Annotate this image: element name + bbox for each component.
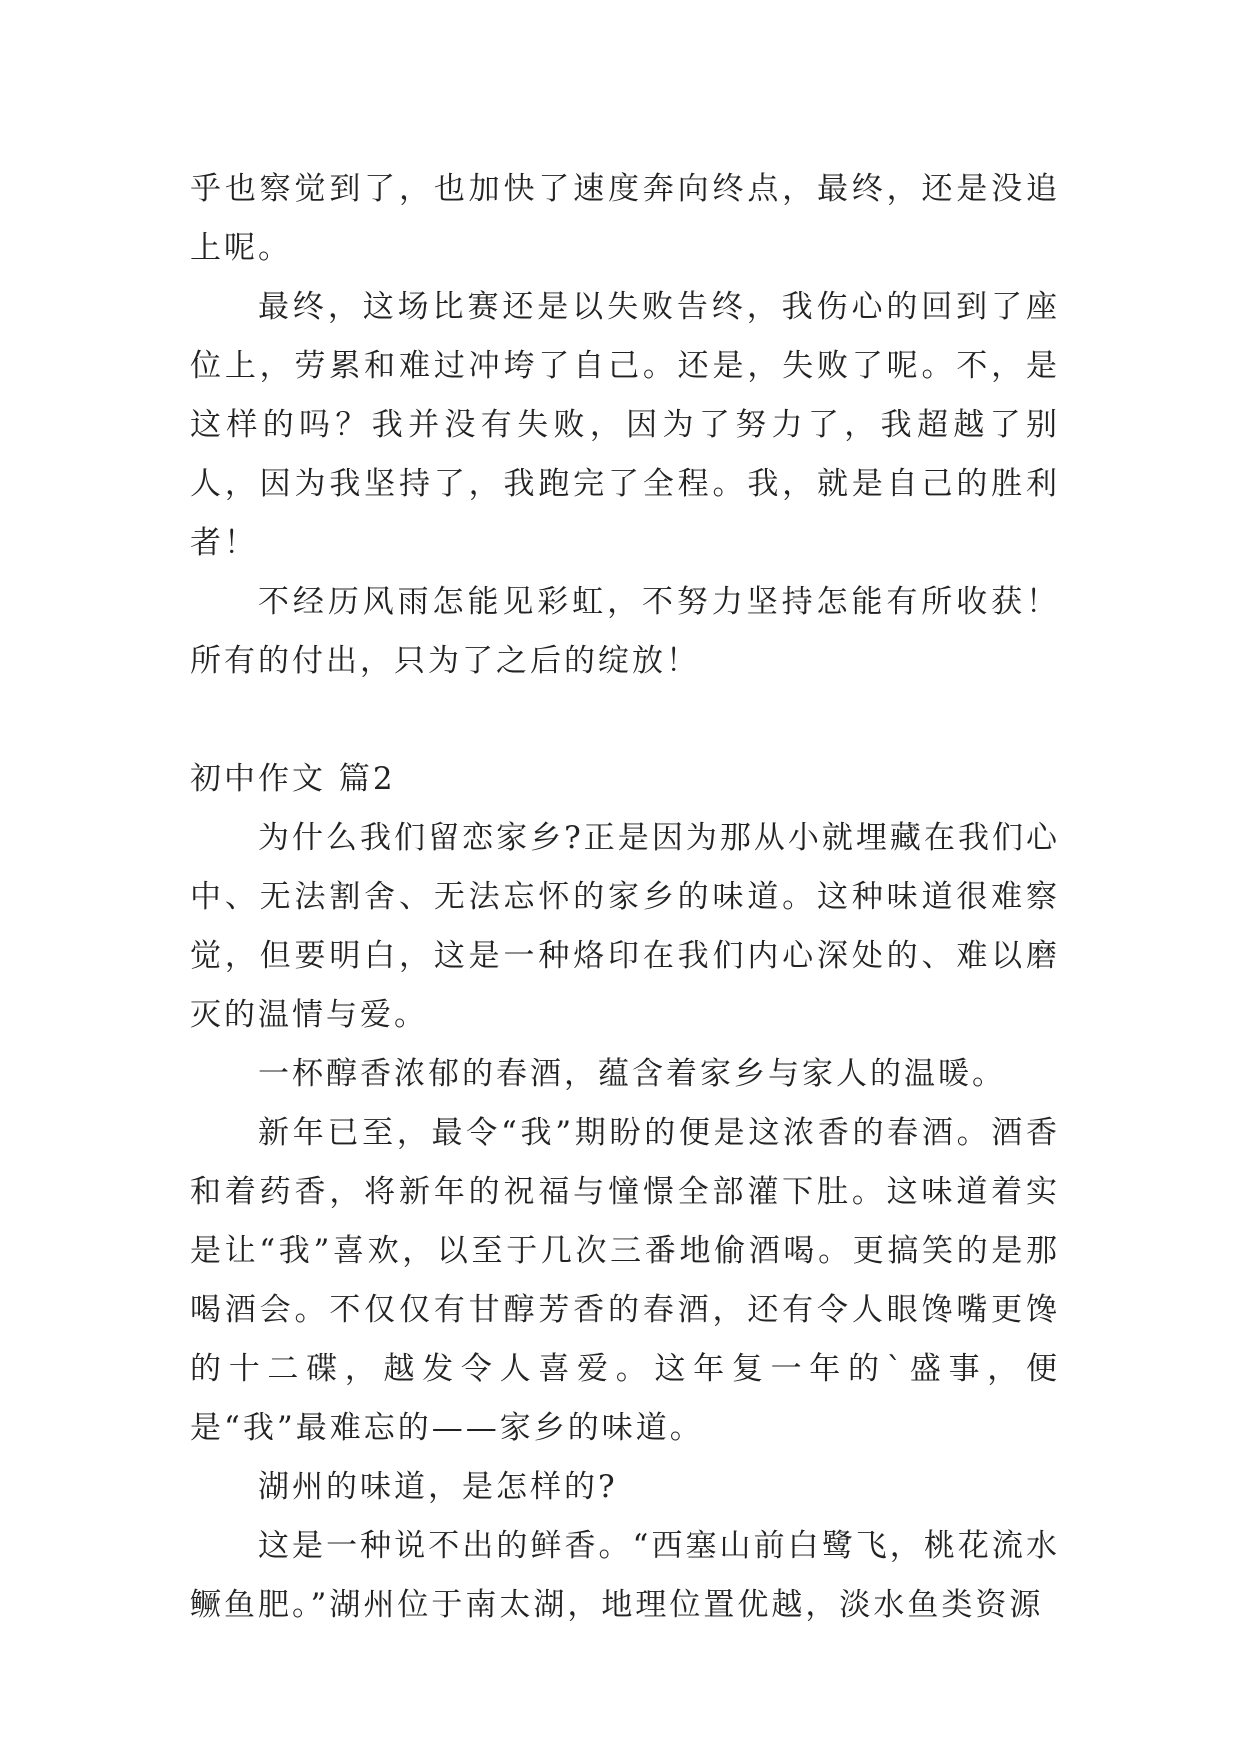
- paragraph-new-year: 新年已至，最令“我”期盼的便是这浓香的春酒。酒香和着药香，将新年的祝福与憧憬全部灌下肚。这味道着实是让“我”喜欢，以至于几次三番地偷酒喝。更搞笑的是那喝酒会。不仅仅有甘醇芳香的春酒，还有令人眼馋嘴更馋的十二碟，越发令人喜爱。这年复一年的`盛事，便是“我”最难忘的——家乡的味道。: [190, 1115, 1060, 1446]
- paragraph-race-ending: 最终，这场比赛还是以失败告终，我伤心的回到了座位上，劳累和难过冲垮了自己。还是，失败了呢。不，是这样的吗？我并没有失败，因为了努力了，我超越了别人，因为我坚持了，我跑完了全程。我，就是自己的胜利者！: [190, 289, 1060, 561]
- paragraph-conclusion: 不经历风雨怎能见彩虹，不努力坚持怎能有所收获！所有的付出，只为了之后的绽放！: [190, 584, 1060, 679]
- section-heading: 初中作文 篇2: [190, 761, 396, 797]
- paragraph-spring-wine: 一杯醇香浓郁的春酒，蕴含着家乡与家人的温暖。: [258, 1056, 1006, 1092]
- paragraph-huzhou-flavor: 这是一种说不出的鲜香。“西塞山前白鹭飞，桃花流水鳜鱼肥。”湖州位于南太湖，地理位置优越，淡水鱼类资源: [190, 1528, 1060, 1623]
- paragraph-continuation: 乎也察觉到了，也加快了速度奔向终点，最终，还是没追上呢。: [190, 171, 1060, 266]
- paragraph-hometown-intro: 为什么我们留恋家乡?正是因为那从小就埋藏在我们心中、无法割舍、无法忘怀的家乡的味道。这种味道很难察觉，但要明白，这是一种烙印在我们内心深处的、难以磨灭的温情与爱。: [190, 820, 1060, 1033]
- document-body: [190, 160, 1060, 1635]
- paragraph-huzhou-question: 湖州的味道，是怎样的?: [258, 1469, 618, 1505]
- section-spacer: [190, 691, 1060, 750]
